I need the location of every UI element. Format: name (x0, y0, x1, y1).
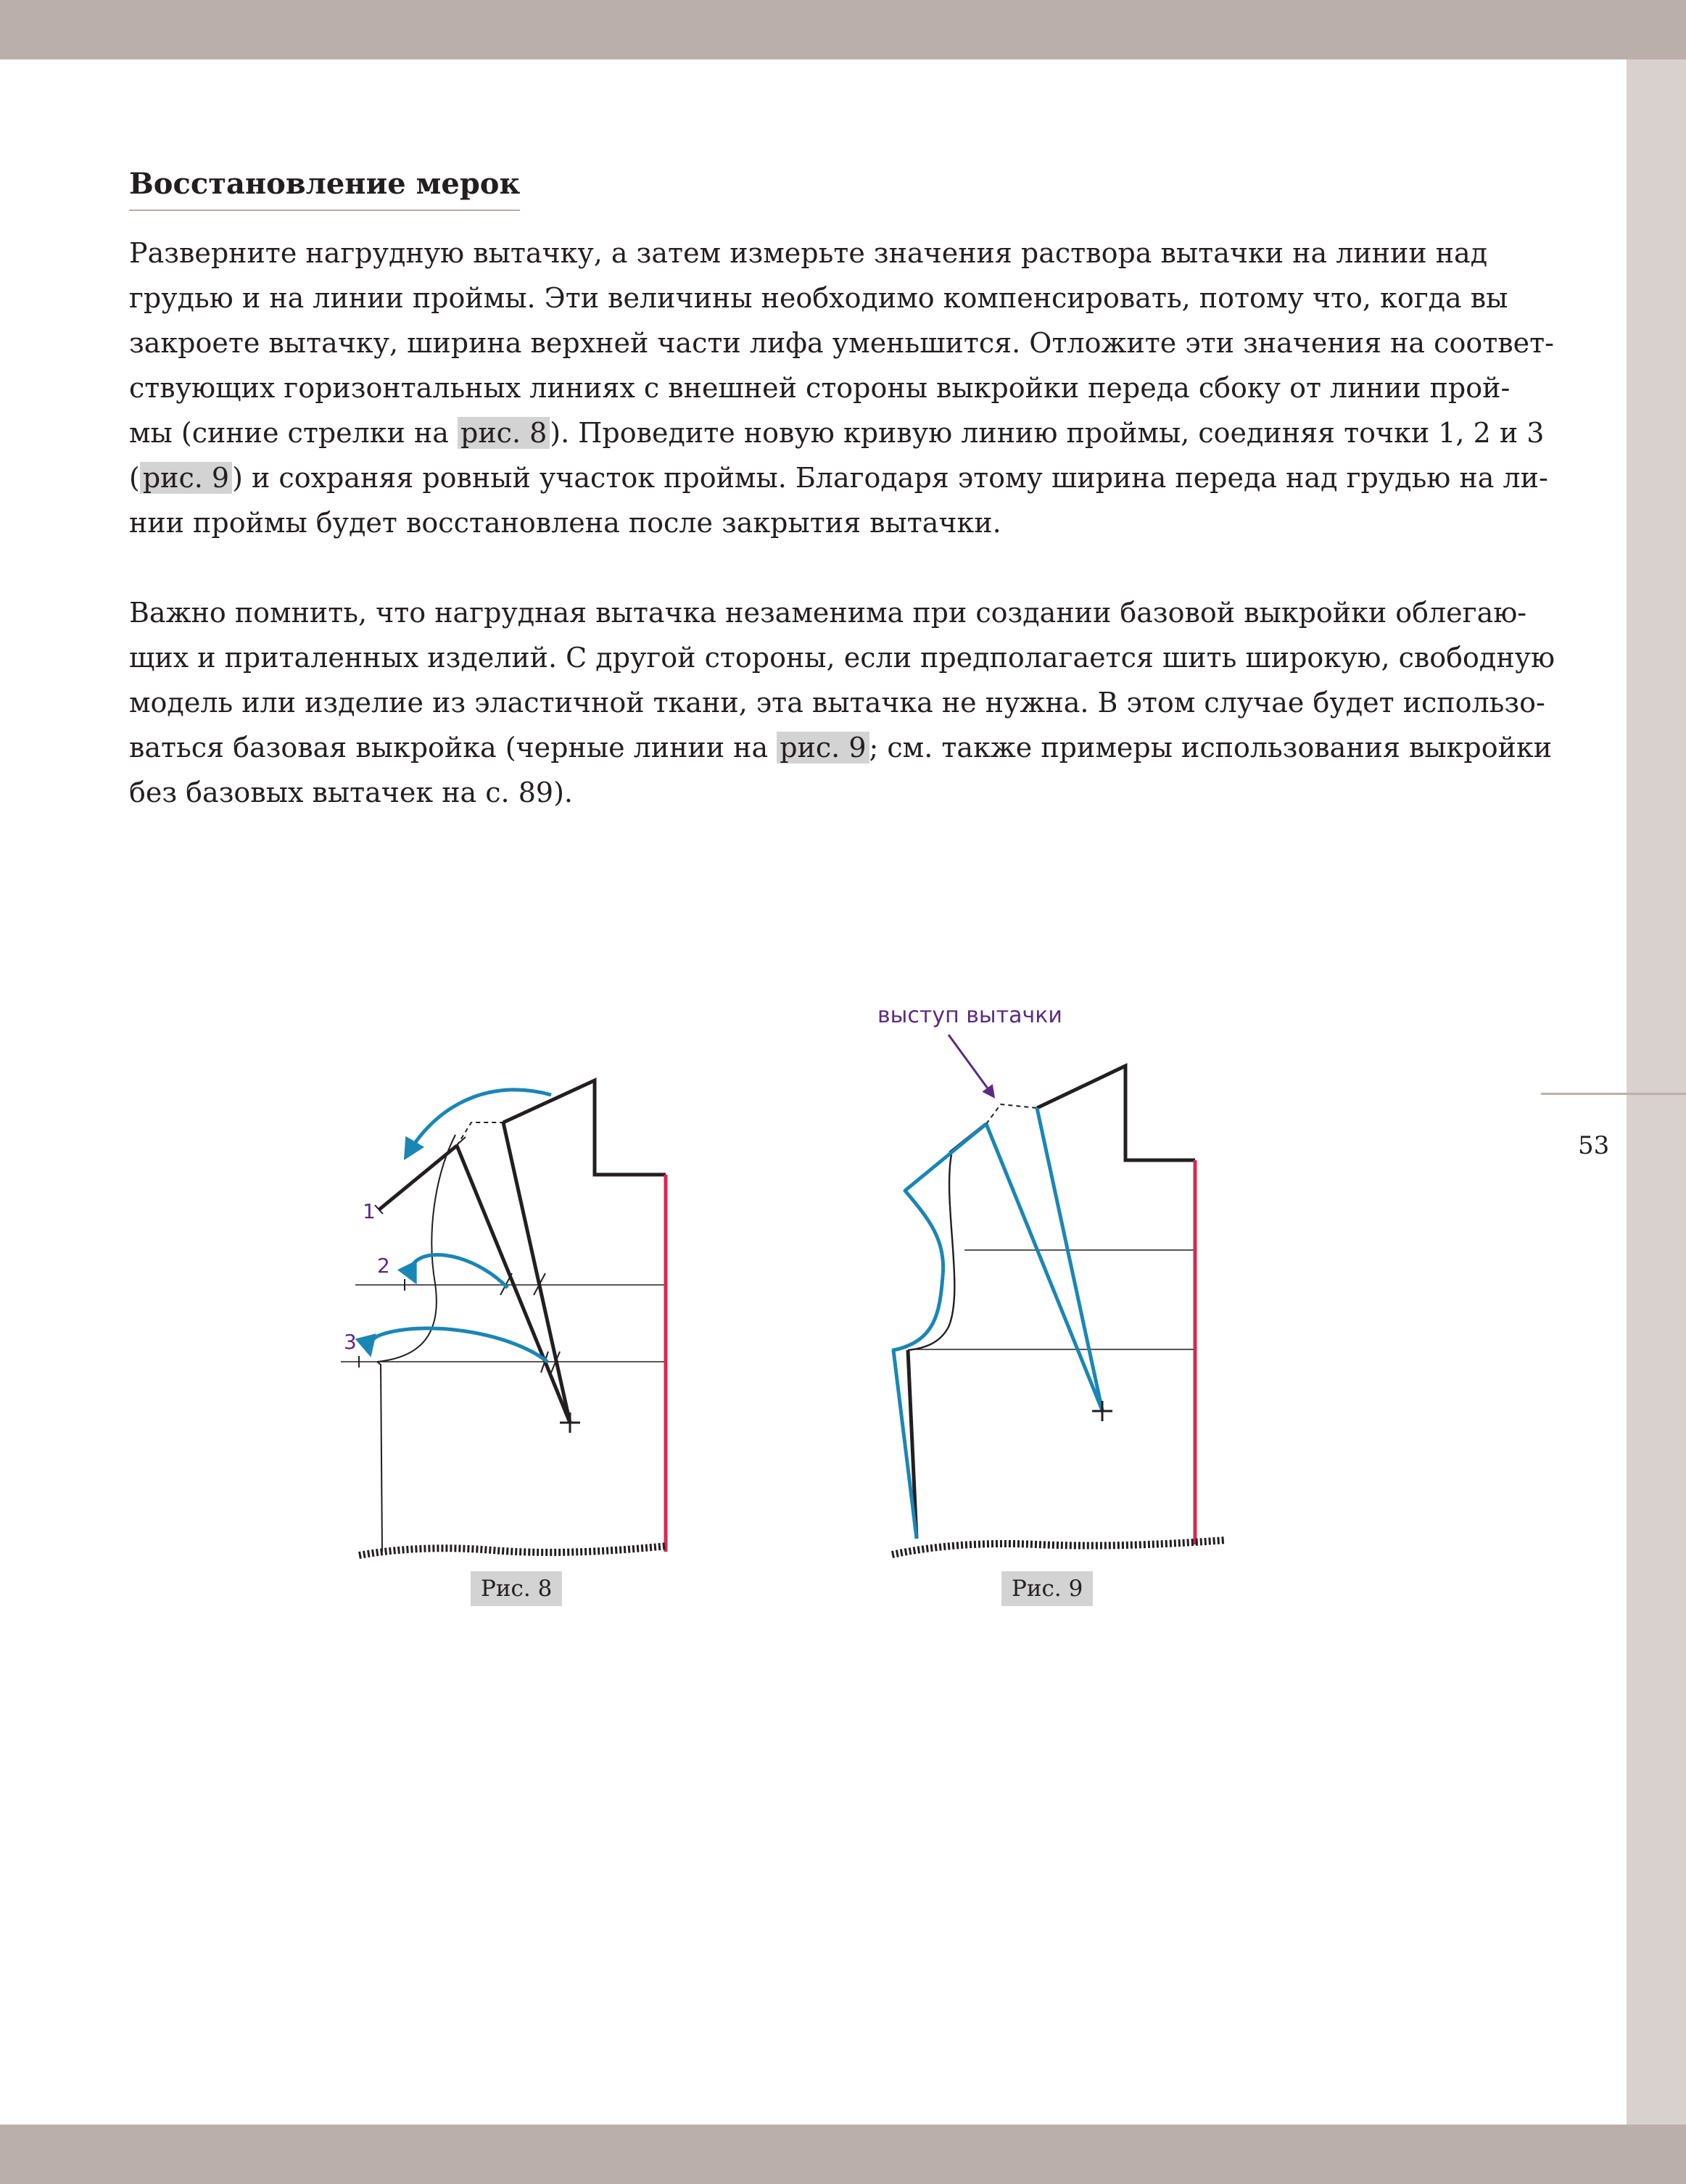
paragraph-line: закроете вытачку, ширина верхней части лифа уменьшится. Отложите эти значения на соответ- (129, 327, 1554, 359)
paragraph-restore-measurements (129, 231, 1554, 545)
blue-arrow-3 (369, 1328, 547, 1362)
text-run: ). Проведите новую кривую линию проймы, соединяя точки 1, 2 и 3 (550, 417, 1545, 449)
annotation-arrow (949, 1035, 993, 1096)
paragraph-line: без базовых вытачек на с. 89). (129, 777, 573, 808)
paragraph-line: Разверните нагрудную вытачку, а затем измерьте значения раствора вытачки на линии над (129, 237, 1488, 269)
paragraph-line (129, 410, 1545, 455)
figure-9-caption: Рис. 9 (1001, 1571, 1093, 1606)
new-armhole-blue (893, 1124, 986, 1539)
paragraph-line: Важно помнить, что нагрудная вытачка незаменима при создании базовой выкройки облегаю- (129, 597, 1527, 629)
point-label-2: 2 (377, 1254, 390, 1278)
paragraph-line: грудью и на линии проймы. Эти величины необходимо компенсировать, потому что, когда вы (129, 282, 1508, 314)
dart-dashed-line (457, 1122, 503, 1146)
neck-outline (1037, 1066, 1195, 1160)
paragraph-line: нии проймы будет восстановлена после закрытия вытачки. (129, 507, 1001, 539)
shoulder-line (379, 1146, 457, 1209)
paragraph-line: ствующих горизонтальных линиях с внешней стороны выкройки переда сбоку от линии прой- (129, 372, 1511, 404)
paragraph-line (129, 725, 1553, 770)
figure-reference-fig9[interactable]: рис. 9 (140, 462, 232, 494)
text-run: ; см. также примеры использования выкройки (869, 732, 1553, 764)
dart-leg-left (457, 1146, 570, 1423)
page-number: 53 (1578, 1131, 1610, 1160)
figure-8-diagram (334, 1066, 711, 1573)
dart-leg-blue-right (1037, 1108, 1102, 1410)
side-decorative-band (1627, 59, 1686, 2125)
dart-leg-blue-left (986, 1124, 1102, 1410)
page-number-rule (1541, 1093, 1686, 1095)
top-decorative-band (0, 0, 1686, 59)
text-run: мы (синие стрелки на (129, 417, 458, 449)
paragraph-line: щих и приталенных изделий. С другой стороны, если предполагается шить широкую, свободную (129, 642, 1555, 674)
hem-wave (892, 1540, 1226, 1555)
blue-arrow-2 (412, 1254, 508, 1288)
point-label-1: 1 (363, 1199, 376, 1223)
neck-outline (503, 1080, 666, 1175)
section-title: Восстановление мерок (129, 167, 520, 211)
paragraph-line: модель или изделие из эластичной ткани, эта вытачка не нужна. В этом случае будет использо- (129, 687, 1545, 719)
dart-bulge-label: выступ вытачки (877, 1003, 1062, 1028)
paragraph-bust-dart-importance (129, 590, 1555, 815)
paragraph-line (129, 455, 1548, 500)
text-run: ваться базовая выкройка (черные линии на (129, 732, 777, 764)
figure-reference-fig8[interactable]: рис. 8 (458, 417, 550, 449)
figure-8-caption: Рис. 8 (471, 1571, 562, 1606)
dart-dashed-line (986, 1104, 1037, 1124)
text-run: ) и сохраняя ровный участок проймы. Благодаря этому ширина переда над грудью на ли- (232, 462, 1548, 494)
dart-leg-right (503, 1122, 570, 1423)
hem-wave (359, 1546, 667, 1555)
text-run: ( (129, 462, 140, 494)
point-label-3: 3 (344, 1330, 357, 1354)
bottom-decorative-band (0, 2125, 1686, 2184)
figure-9-diagram (870, 986, 1247, 1581)
figure-reference-fig9[interactable]: рис. 9 (777, 732, 869, 764)
side-seam (377, 1362, 382, 1552)
